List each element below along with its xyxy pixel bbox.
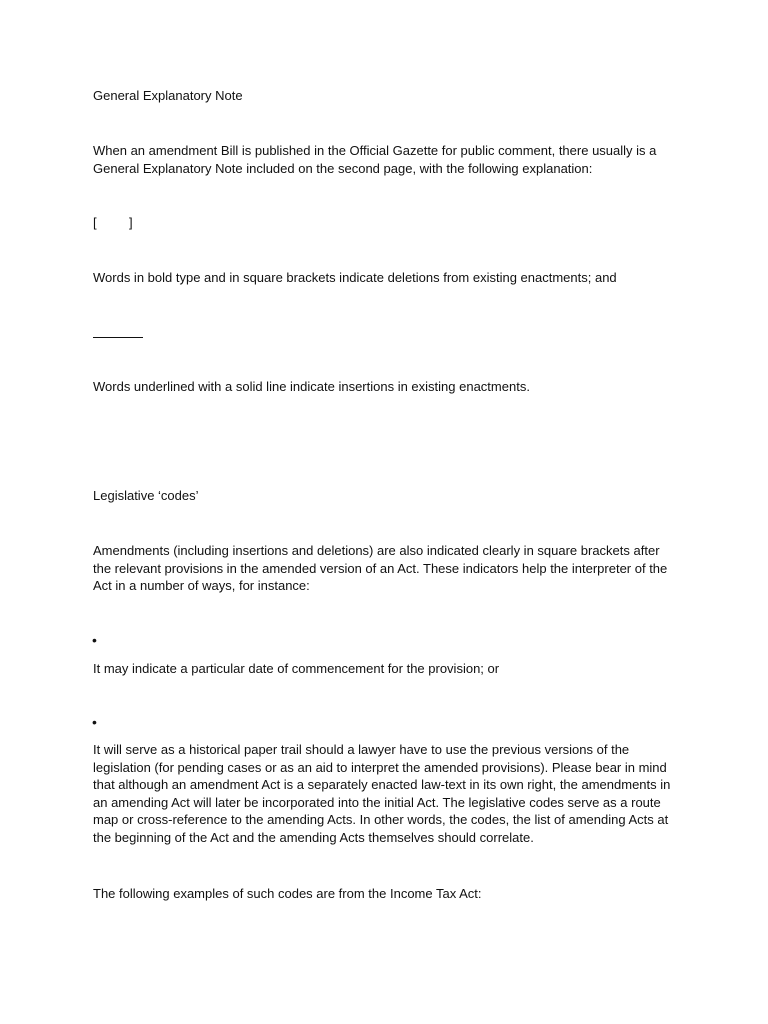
insertions-paragraph: Words underlined with a solid line indicate insertions in existing enactments. [93, 379, 530, 394]
examples-intro-paragraph: The following examples of such codes are from the Income Tax Act: [93, 886, 482, 901]
codes-intro-paragraph: Amendments (including insertions and deletions) are also indicated clearly in square brackets after the relevant provisions in the amended version of an Act. These indicators help the interpreter of the Act in a number of ways, for instance: [93, 543, 668, 594]
bullet-two: • [92, 714, 97, 730]
square-brackets-sample [93, 214, 153, 232]
point-one-paragraph: It may indicate a particular date of commencement for the provision; or [93, 661, 500, 676]
open-bracket: [ [93, 215, 97, 230]
deletions-paragraph: Words in bold type and in square brackets indicate deletions from existing enactments; and [93, 270, 617, 285]
close-bracket: ] [129, 215, 133, 230]
bullet-one: • [92, 632, 97, 648]
intro-paragraph: When an amendment Bill is published in the Official Gazette for public comment, there usually is a General Explanatory Note included on the second page, with the following explanation: [93, 143, 657, 176]
underline-sample [93, 337, 143, 338]
heading-general-explanatory-note: General Explanatory Note [93, 88, 243, 103]
point-two-paragraph: It will serve as a historical paper trail should a lawyer have to use the previous versions of the legislation (for pending cases or as an aid to interpret the amended provisions). Please bear in mind that although an amendment Act is a separately enacted law-text in its own right, the amendments in an amending Act will later be incorporated into the initial Act. The legislative codes serve as a route map or cross-reference to the amending Acts. In other words, the codes, the list of amending Acts at the beginning of the Act and the amending Acts themselves should correlate. [93, 742, 671, 845]
heading-legislative-codes: Legislative ‘codes’ [93, 488, 199, 503]
